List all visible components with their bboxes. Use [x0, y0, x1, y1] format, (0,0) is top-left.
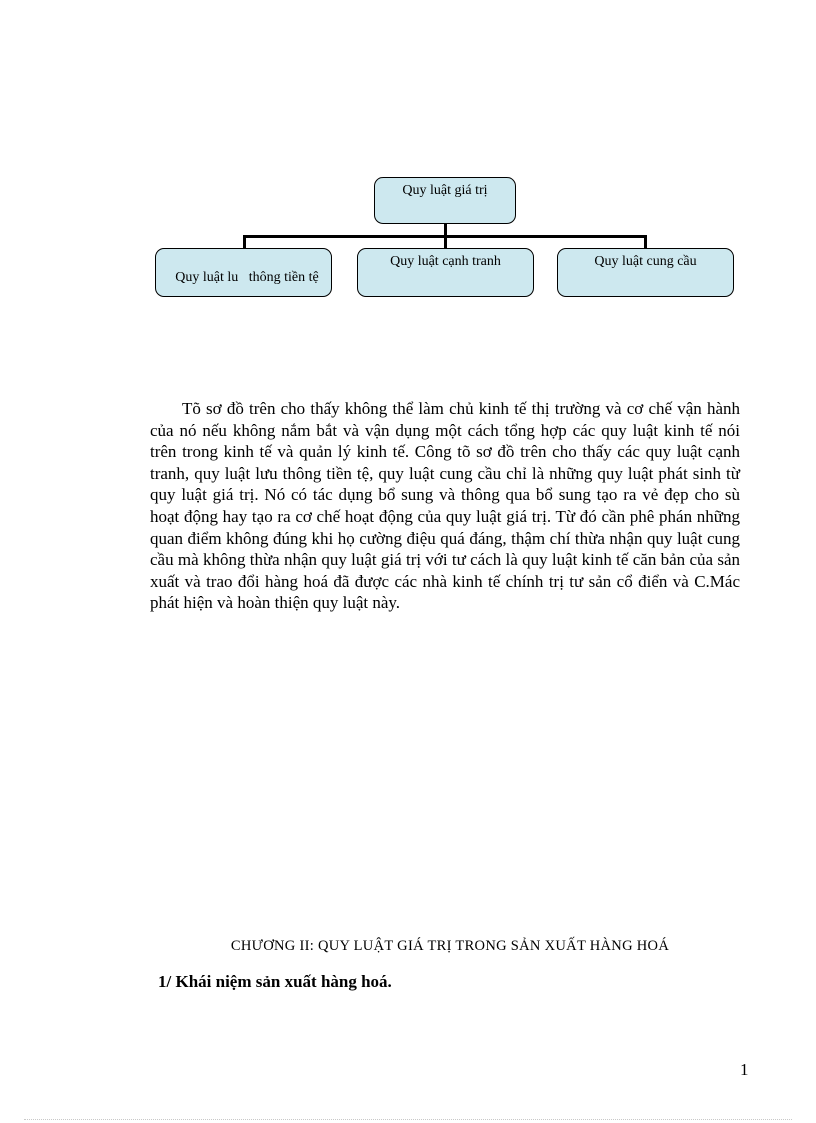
body-paragraph: Tõ sơ đồ trên cho thấy không thể làm chủ kinh tế thị trường và cơ chế vận hành của nó nếu không nắm bắt và vận dụng một cách tổng hợp các quy luật kinh tế nói trên trong kinh tế và quản lý kinh tế. Công tõ sơ đồ trên cho thấy các quy luật cạnh tranh, quy luật lưu thông tiền tệ, quy luật cung cầu chỉ là những quy luật phát sinh từ quy luật giá trị. Nó có tác dụng bổ sung và thông qua bổ sung tạo ra vẻ đẹp cho sù hoạt động hay tạo ra cơ chế hoạt động của quy luật giá trị. Từ đó cần phê phán những quan điểm không đúng khi họ cường điệu quá đáng, thậm chí thừa nhận quy luật cung cầu mà không thừa nhận quy luật giá trị với tư cách là quy luật kinh tế căn bản của sản xuất và trao đổi hàng hoá đã được các nhà kinh tế chính trị tư sản cổ điển và C.Mác phát hiện và hoàn thiện quy luật này. [150, 399, 740, 613]
diagram-child-box-1 [155, 248, 332, 297]
diagram-root-label: Quy luật giá trị [402, 183, 488, 198]
page-bottom-divider [24, 1119, 792, 1120]
page-number: 1 [740, 1060, 749, 1079]
diagram-child-label-3: Quy luật cung cầu [594, 254, 697, 269]
diagram-child-label-1: Quy luật lu thông tiền tệ [175, 270, 319, 285]
diagram-child-box-3 [557, 248, 734, 297]
connector-vertical-middle [444, 235, 447, 249]
diagram-root-box [374, 177, 516, 224]
connector-vertical-left [243, 235, 246, 249]
section-heading: 1/ Khái niệm sản xuất hàng hoá. [158, 972, 392, 991]
diagram-child-label-2: Quy luật cạnh tranh [390, 254, 501, 269]
chapter-title: CHƯƠNG II: QUY LUẬT GIÁ TRỊ TRONG SẢN XUẤT HÀNG HOÁ [230, 938, 670, 954]
connector-vertical-right [644, 235, 647, 249]
diagram-child-box-2 [357, 248, 534, 297]
